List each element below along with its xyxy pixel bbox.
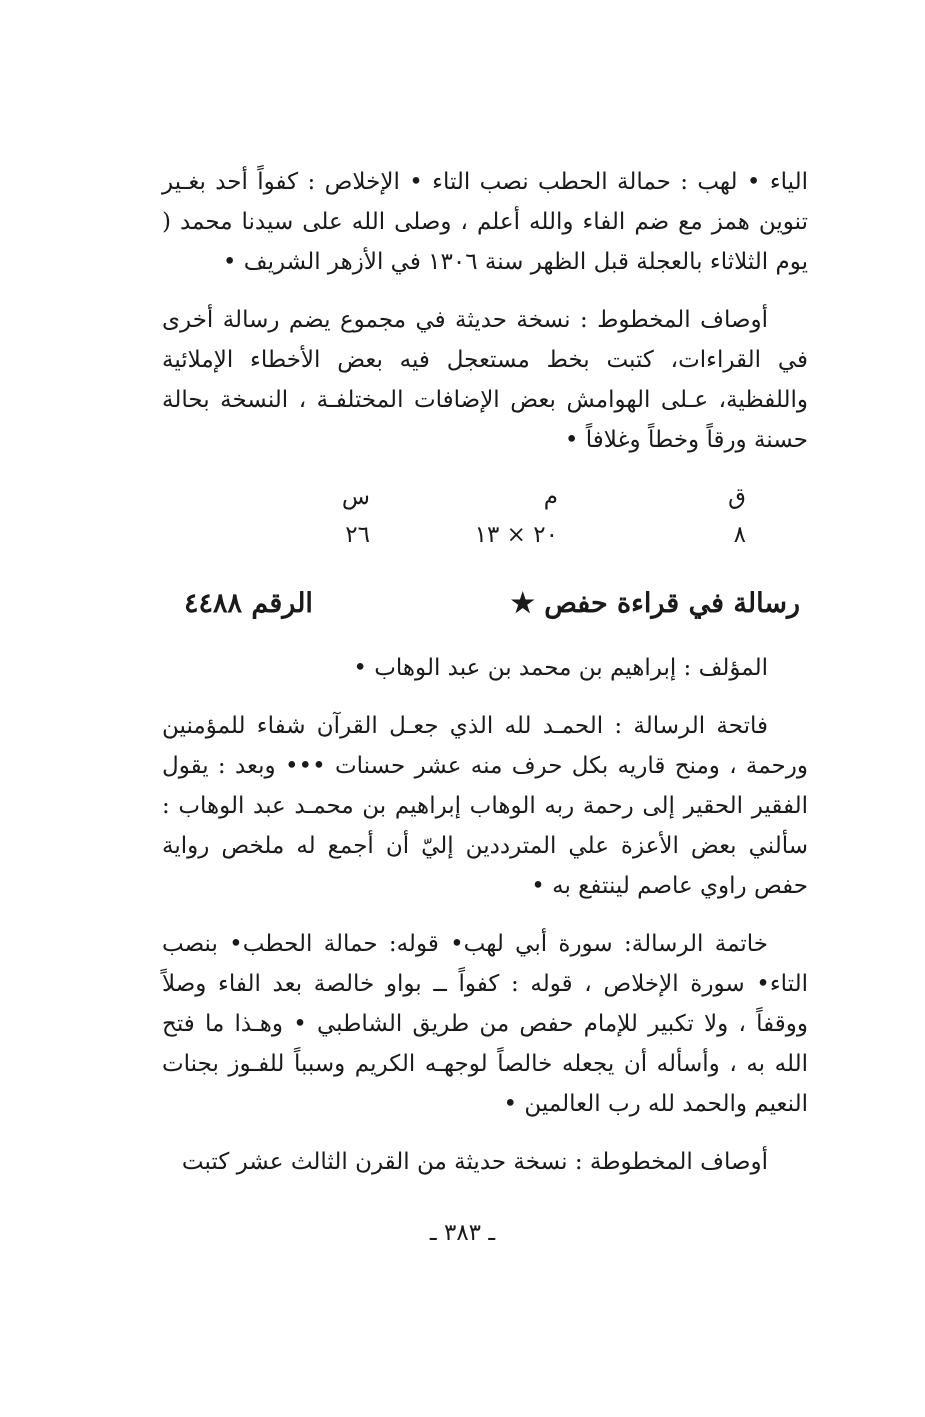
entry-author: المؤلف : إبراهيم بن محمد بن عبد الوهاب • (353, 655, 768, 681)
manuscript-description-previous: أوصاف المخطوط : نسخة حديثة في مجموع يضم رسالة أخرى في القراءات، كتبت بخط مستعجل فيه بعض الأخطاء الإملائية واللفظية، عـلى الهوامش بعض الإضافات المختلفـة ، النسخة بحالة حسنة ورقاً وخطاً وغلافاً • (162, 307, 808, 453)
entry-manuscript-description: أوصاف المخطوطة : نسخة حديثة من القرن الثالث عشر كتبت (181, 1149, 768, 1175)
continuation-paragraph: الياء • لهب : حمالة الحطب نصب التاء • الإخلاص : كفواً أحد بغـير تنوين همز مع ضم الفاء والله أعلم ، وصلى الله على سيدنا محمد ( يوم الثلاثاء بالعجلة قبل الظهر سنة ١٣٠٦ في الأزهر الشريف • (162, 169, 808, 275)
entry-opening: فاتحة الرسالة : الحمـد لله الذي جعـل القرآن شفاء للمؤمنين ورحمة ، ومنح قاريه بكل حرف منه عشر حسنات ••• وبعد : يقول الفقير الحقير إلى رحمة ربه الوهاب إبراهيم بن محمـد عبد الوهاب : سألني بعض الأعزة علي المترددين إليّ أن أجمع له ملخص رواية حفص راوي عاصم لينتفع به • (162, 713, 808, 899)
value-size: ٢٠ × ١٣ (474, 522, 558, 548)
entry-number: الرقم ٤٤٨٨ (184, 588, 313, 619)
page-number: ـ ٣٨٣ ـ (429, 1220, 496, 1246)
entry-title: رسالة في قراءة حفص ★ (510, 588, 800, 619)
dimensions-table-values (162, 516, 808, 554)
header-lines: س (341, 484, 370, 510)
value-folios: ٨ (733, 522, 746, 548)
entry-closing: خاتمة الرسالة: سورة أبي لهب• قوله: حمالة الحطب• بنصب التاء• سورة الإخلاص ، قوله : كفواً ــ بواو خالصة بعد الفاء وصلاً ووقفاً ، ولا تكبير للإمام حفص من طريق الشاطبي • وهـذا ما فتح الله به ، وأسأله أن يجعله خالصاً لوجهـه الكريم وسبباً للفـوز بجنات النعيم والحمد لله رب العالمين • (162, 931, 808, 1117)
value-lines: ٢٦ (345, 522, 370, 548)
header-size: م (543, 484, 558, 510)
entry-heading (162, 582, 808, 626)
page-body (162, 162, 808, 1200)
dimensions-table-headers (162, 478, 808, 516)
header-folios: ق (728, 484, 746, 510)
